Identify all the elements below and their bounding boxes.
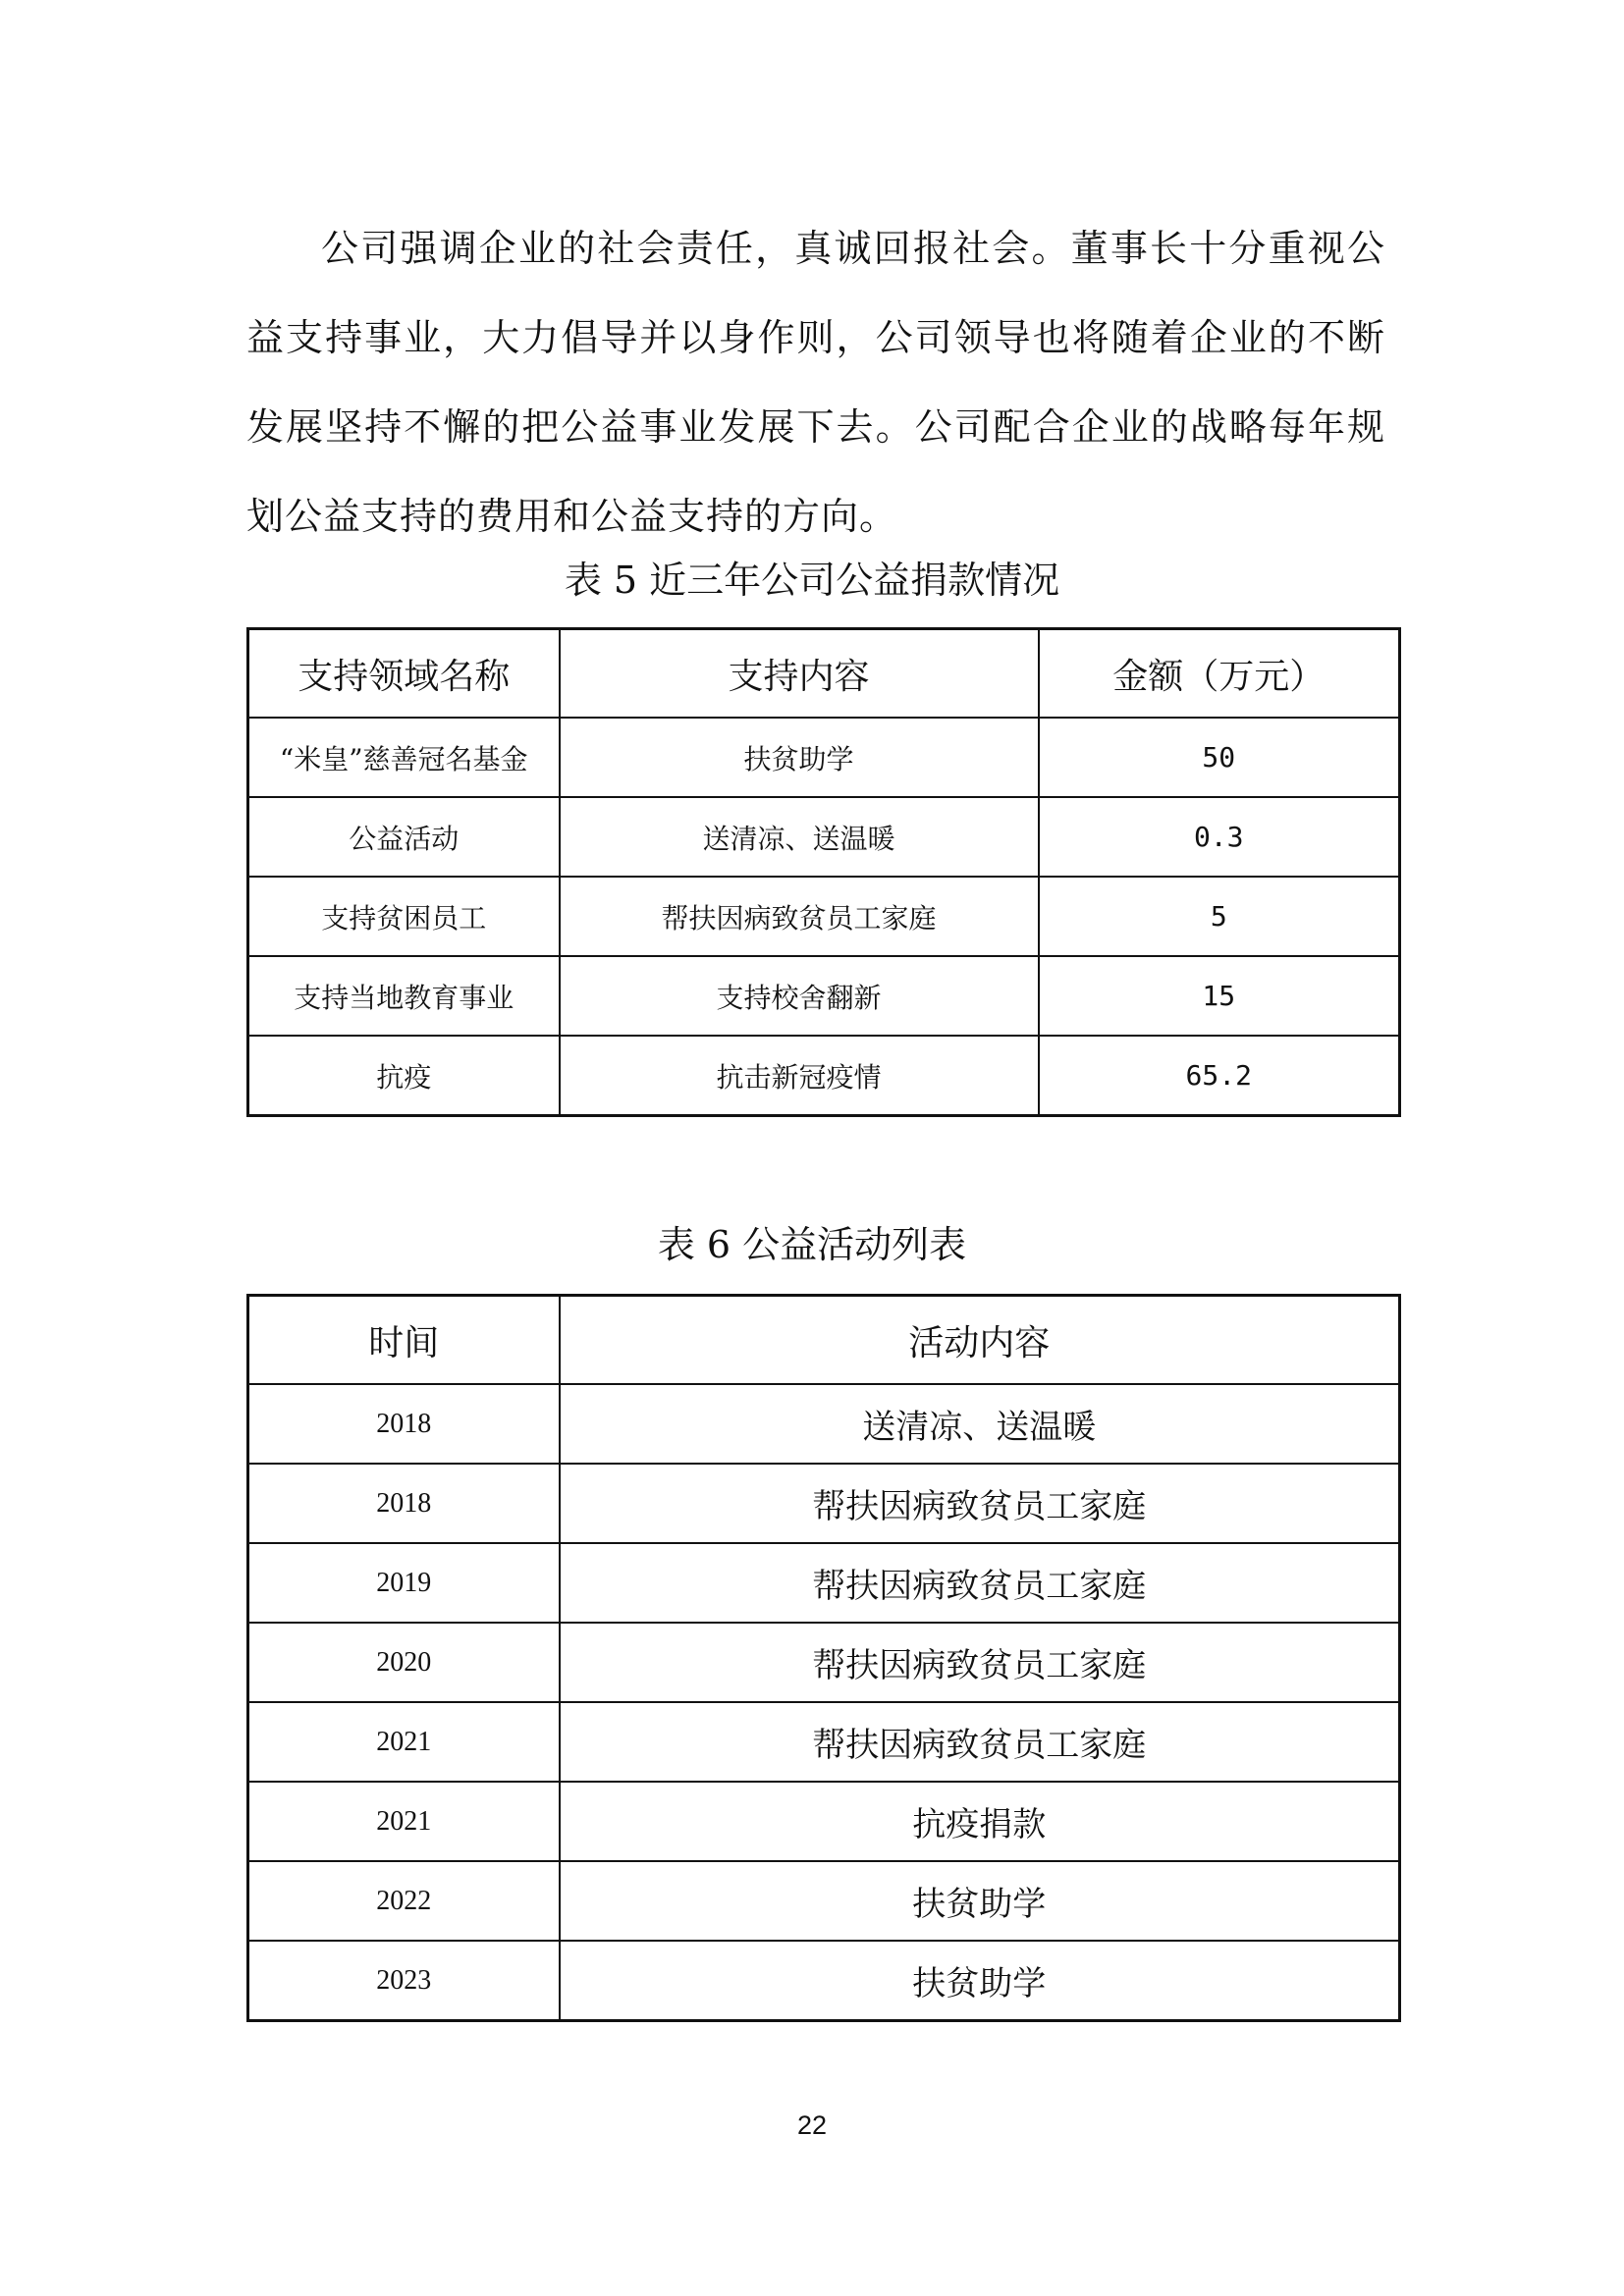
table-header-row (248, 629, 1400, 719)
year-cell: 2021 (248, 1702, 560, 1782)
activity-cell: 扶贫助学 (560, 1861, 1400, 1941)
column-header-activity-content: 活动内容 (560, 1296, 1400, 1385)
year-cell: 2023 (248, 1941, 560, 2021)
table-row (248, 877, 1400, 956)
support-area-cell: “米皇”慈善冠名基金 (248, 718, 560, 797)
column-header-support-content: 支持内容 (560, 629, 1039, 719)
support-area-cell: 公益活动 (248, 797, 560, 877)
donations-table (246, 627, 1401, 1117)
support-content-cell: 抗击新冠疫情 (560, 1036, 1039, 1116)
year-cell: 2020 (248, 1623, 560, 1702)
activities-table (246, 1294, 1401, 2022)
year-cell: 2022 (248, 1861, 560, 1941)
support-content-cell: 送清凉、送温暖 (560, 797, 1039, 877)
activity-cell: 抗疫捐款 (560, 1782, 1400, 1861)
table-row (248, 1782, 1400, 1861)
activity-cell: 帮扶因病致贫员工家庭 (560, 1464, 1400, 1543)
year-cell: 2021 (248, 1782, 560, 1861)
table-row (248, 1702, 1400, 1782)
body-paragraph: 公司强调企业的社会责任，真诚回报社会。董事长十分重视公益支持事业，大力倡导并以身作则，公司领导也将随着企业的不断发展坚持不懈的把公益事业发展下去。公司配合企业的战略每年规划公益支持的费用和公益支持的方向。 (246, 227, 1385, 538)
table6-caption: 表 6 公益活动列表 (657, 1223, 967, 1266)
amount-cell: 5 (1039, 877, 1400, 956)
support-area-cell: 支持当地教育事业 (248, 956, 560, 1036)
support-area-cell: 抗疫 (248, 1036, 560, 1116)
table-row (248, 1941, 1400, 2021)
year-cell: 2018 (248, 1464, 560, 1543)
activity-cell: 帮扶因病致贫员工家庭 (560, 1543, 1400, 1623)
table-header-row (248, 1296, 1400, 1385)
year-cell: 2019 (248, 1543, 560, 1623)
activity-cell: 送清凉、送温暖 (560, 1384, 1400, 1464)
table-row (248, 1543, 1400, 1623)
column-header-support-area: 支持领域名称 (248, 629, 560, 719)
support-content-cell: 帮扶因病致贫员工家庭 (560, 877, 1039, 956)
table-row (248, 1384, 1400, 1464)
amount-cell: 50 (1039, 718, 1400, 797)
column-header-amount: 金额（万元） (1039, 629, 1400, 719)
column-header-time: 时间 (248, 1296, 560, 1385)
table-row (248, 1861, 1400, 1941)
amount-cell: 0.3 (1039, 797, 1400, 877)
amount-cell: 15 (1039, 956, 1400, 1036)
table-row (248, 956, 1400, 1036)
support-area-cell: 支持贫困员工 (248, 877, 560, 956)
amount-cell: 65.2 (1039, 1036, 1400, 1116)
activity-cell: 帮扶因病致贫员工家庭 (560, 1623, 1400, 1702)
activity-cell: 扶贫助学 (560, 1941, 1400, 2021)
table-row (248, 1464, 1400, 1543)
support-content-cell: 扶贫助学 (560, 718, 1039, 797)
table5-caption: 表 5 近三年公司公益捐款情况 (564, 559, 1060, 602)
activity-cell: 帮扶因病致贫员工家庭 (560, 1702, 1400, 1782)
support-content-cell: 支持校舍翻新 (560, 956, 1039, 1036)
table-row (248, 1623, 1400, 1702)
year-cell: 2018 (248, 1384, 560, 1464)
table-row (248, 797, 1400, 877)
page-number: 22 (796, 2110, 828, 2140)
table-row (248, 1036, 1400, 1116)
table-row (248, 718, 1400, 797)
